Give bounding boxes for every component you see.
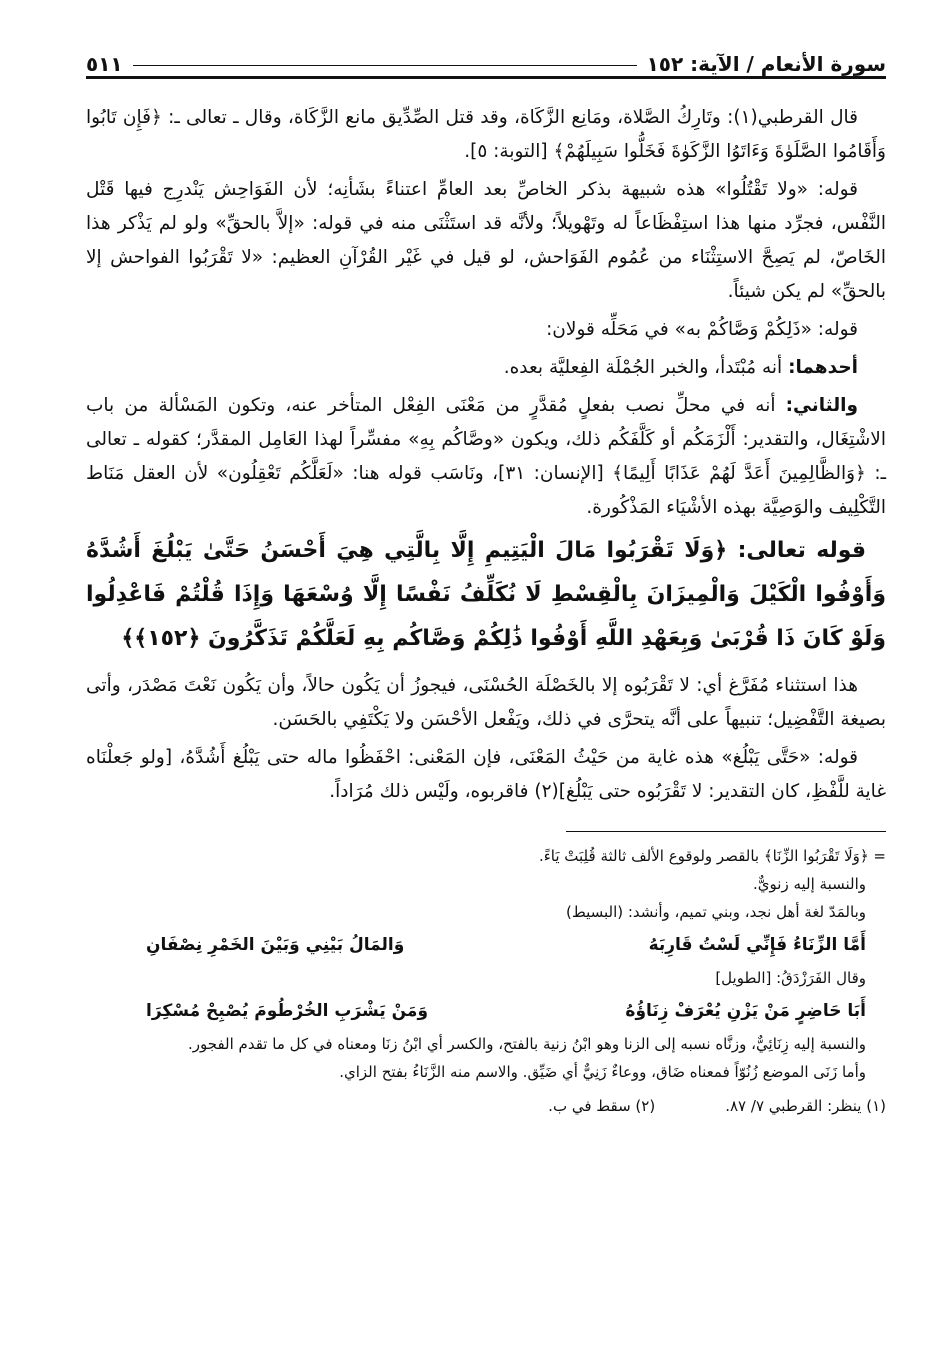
paragraph: قال القرطبي(١): وتَارِكُ الصَّلاة، ومَانِع الزَّكَاة، وقد قتل الصِّدِّيق مانع الزَّكَاة، وقال ـ تعالى ـ: ﴿فَإِن تَابُوا وَأَقَامُوا الصَّلَوٰةَ وَءَاتَوُا الزَّكَوٰةَ فَخَلُّوا سَبِيلَهُمْ﴾ [التوبة: ٥].: [86, 107, 886, 162]
paragraph: هذا استثناء مُفَرَّغ أي: لا تَقْرَبُوه إلا بالخَصْلَة الحُسْنَى، فيجوزُ أن يَكُون حالاً، وأن يَكُون نَعْتَ مَصْدَر، وأتى بصيغة التَّفْضِيل؛ تنبيهاً على أنَّه يتحرَّى في ذلك، ويَفْعل الأحْسَن ولا يَكْتَفِي بالحَسَن.: [86, 675, 886, 730]
footnote-line: = ﴿وَلَا تَقْرَبُوا الزِّنَا﴾ بالقصر ولوقوع الألف ثالثة قُلِبَتْ يَاءً.: [538, 847, 886, 865]
opinion-one-label: أحدهما:: [788, 357, 858, 378]
opinion-two-label: والثاني:: [785, 395, 858, 416]
opinion-one-text: أنه مُبْتَدأ، والخبر الجُمْلَة الفِعليَّة بعده.: [503, 357, 783, 378]
page: [86, 40, 886, 1120]
footnote-line: والنسبة إليه زنويٌّ.: [753, 875, 866, 893]
footnote-ref-2: (٢) سقط في ب.: [548, 1097, 656, 1115]
opinion-one: [86, 351, 886, 385]
main-text: [86, 101, 886, 809]
footnote-references: [86, 1092, 886, 1120]
page-header: [86, 40, 886, 79]
opinion-two: [86, 389, 886, 525]
footnote-line: والنسبة إليه زِنَائِيٌّ، وزنَّاه نسبه إلى الزنا وهو ابْنُ زنية بالفتح، والكسر أي ابْنُ زنَا ومعناه في كل ما تقدم الفجور.: [188, 1035, 866, 1053]
footnote-line: وبالمَدّ لغة أهل نجد، وبني تميم، وأنشد: (البسيط): [566, 903, 866, 921]
footnote-ref-1: (١) ينظر: القرطبي ٧/ ٨٧.: [725, 1097, 886, 1115]
surah-title: سورة الأنعام / الآية: ١٥٢: [646, 52, 886, 76]
opinion-two-text: أنه في محلِّ نصب بفعلٍ مُقدَّرٍ من مَعْنَى الفِعْل المتأخر عنه، وتكون المَسْألة من باب الاشْتِغَال، والتقدير: أَلْزَمَكُم أو كَلَّفَكُم ذلك، ويكون «وصَّاكُم بِهِ» مفسِّراً لهذا العَامِل المقدَّر؛ كقوله ـ تعالى ـ: ﴿وَالظَّالِمِينَ أَعَدَّ لَهُمْ عَذَابًا أَلِيمًا﴾ [الإنسان: ٣١]، ونَاسَب قوله هنا: «لَعَلَّكُم تَعْقِلُون» لأن العقل مَنَاط التَّكْلِيف والوَصِيَّة بهذه الأشْيَاء المَذْكُورة.: [86, 395, 887, 518]
poetry-verse: [86, 926, 886, 964]
paragraph: قوله: «ذَلِكُمْ وَصَّاكُمْ به» في مَحَلِّه قولان:: [546, 319, 858, 340]
footnote-line: وأما زَنَى الموضع زُنُوّاً فمعناه ضَاق، ووعاءٌ زَنِيٌّ أي ضَيِّق. والاسم منه الزَّنَاءُ بفتح الزاي.: [339, 1063, 866, 1081]
header-rule: [133, 65, 637, 66]
footnote-separator: [566, 831, 886, 832]
quran-verse: قوله تعالى: ﴿وَلَا تَقْرَبُوا مَالَ الْيَتِيمِ إِلَّا بِالَّتِي هِيَ أَحْسَنُ حَتَّىٰ يَبْلُغَ أَشُدَّهُ وَأَوْفُوا الْكَيْلَ وَالْمِيزَانَ بِالْقِسْطِ لَا نُكَلِّفُ نَفْسًا إِلَّا وُسْعَهَا وَإِذَا قُلْتُمْ فَاعْدِلُوا وَلَوْ كَانَ ذَا قُرْبَىٰ وَبِعَهْدِ اللَّهِ أَوْفُوا ذَٰلِكُمْ وَصَّاكُم بِهِ لَعَلَّكُمْ تَذَكَّرُونَ ﴿١٥٢﴾﴾: [86, 538, 886, 651]
footnotes: [86, 842, 886, 1120]
footnote-line: وقال الفَرَزْدَقُ: [الطويل]: [715, 969, 866, 987]
page-number: ٥١١: [86, 52, 123, 76]
verse-first-hemistich: أَبَا حَاضِرٍ مَنْ يَزْنِ يُعْرَفْ زِنَاؤُهُ: [625, 1001, 866, 1021]
paragraph: قوله: «حَتَّى يَبْلُغ» هذه غاية من حَيْثُ المَعْنَى، فإن المَعْنى: احْفَظُوا ماله حتى يَبْلُغ أَشُدَّهُ، [ولو جَعلْنَاه غاية للَّفْظِ، كان التقدير: لا تَقْرَبُوه حتى يَبْلُغ](٢) فاقربوه، ولَيْس ذلك مُرَاداً.: [86, 747, 886, 802]
paragraph: قوله: «ولا تَقْتُلُوا» هذه شبيهة بذكر الخاصِّ بعد العامِّ اعتناءً بشَأنِه؛ لأن الفَوَاحِش يَنْدرِج فيها قَتْل النَّفْس، فجرِّد منها هذا استِفْظَاعاً له وتَهْويلاً؛ ولأنَّه قد استَثْنَى منه في قوله: «إلاَّ بالحقِّ» ولو لم يَذْكر هذا الخَاصّ، لم يَصِحَّ الاستِثْنَاء من عُمُوم الفَوَاحش، لو قيل في غَيْر القُرْآنِ العظيم: «لا تَقْرَبُوا الفواحش إلا بالحقِّ» لم يكن شيئاً.: [86, 179, 886, 302]
poetry-verse: [86, 992, 886, 1030]
verse-second-hemistich: وَالمَالُ بَيْنِي وَبَيْنَ الخَمْرِ نِصْفَانِ: [146, 935, 405, 955]
verse-second-hemistich: وَمَنْ يَشْرَبِ الخُرْطُومَ يُصْبِحْ مُسْكِرَا: [146, 1001, 429, 1021]
verse-first-hemistich: أَمَّا الزِّنَاءُ فَإِنِّي لَسْتُ قَارِبَهُ: [648, 935, 866, 955]
